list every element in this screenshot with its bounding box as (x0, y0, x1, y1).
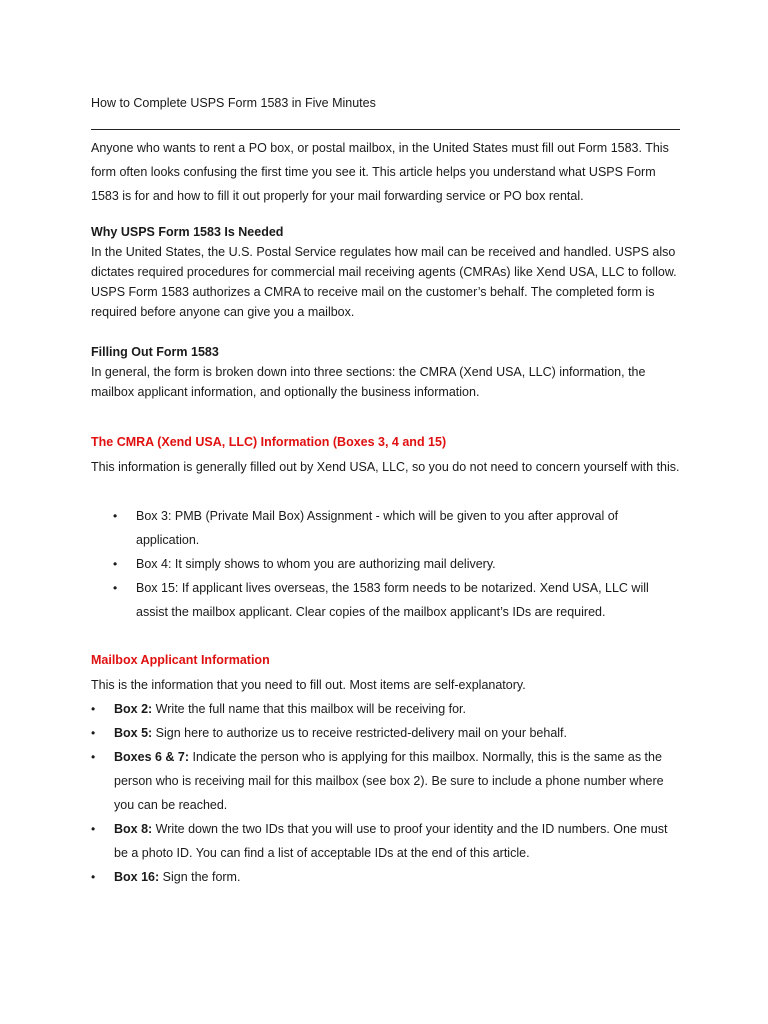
cmra-bullet-box15: Box 15: If applicant lives overseas, the 1583 form needs to be notarized. Xend USA, LLC will assist the mailbox applicant. Clear copies of the mailbox applicant’s IDs are required. (136, 581, 649, 619)
list-item (113, 504, 673, 552)
cmra-bullet-box4: Box 4: It simply shows to whom you are authorizing mail delivery. (136, 557, 496, 571)
bullet-glyph: • (91, 822, 96, 836)
why-paragraph: In the United States, the U.S. Postal Service regulates how mail can be received and handled. USPS also dictates required procedures for commercial mail receiving agents (CMRAs) like Xend USA, LLC to follow. USPS Form 1583 authorizes a CMRA to receive mail on the customer’s behalf. The completed form is required before anyone can give you a mailbox. (91, 245, 677, 319)
applicant-bullet-label: Box 2: (114, 702, 153, 716)
applicant-bullet-label: Box 5: (114, 726, 153, 740)
list-item (91, 697, 681, 721)
list-item (91, 745, 681, 817)
applicant-bullet-label: Box 16: (114, 870, 160, 884)
list-item (113, 576, 673, 624)
bullet-glyph: • (91, 750, 96, 764)
bullet-glyph: • (91, 702, 96, 716)
applicant-bullet-text: Sign here to authorize us to receive restricted-delivery mail on your behalf. (152, 726, 567, 740)
bullet-glyph: • (113, 509, 118, 523)
intro-paragraph: Anyone who wants to rent a PO box, or postal mailbox, in the United States must fill out Form 1583. This form often looks confusing the first time you see it. This article helps you understand what USPS Form 1583 is for and how to fill it out properly for your mail forwarding service or PO box rental. (91, 141, 669, 203)
applicant-bullet-label: Box 8: (114, 822, 153, 836)
why-heading: Why USPS Form 1583 Is Needed (91, 225, 284, 239)
bullet-glyph: • (113, 557, 118, 571)
applicant-bullet-text: Write the full name that this mailbox will be receiving for. (152, 702, 466, 716)
filling-paragraph: In general, the form is broken down into three sections: the CMRA (Xend USA, LLC) information, the mailbox applicant information, and optionally the business information. (91, 365, 646, 399)
cmra-heading: The CMRA (Xend USA, LLC) Information (Boxes 3, 4 and 15) (91, 435, 447, 449)
list-item (113, 552, 673, 576)
applicant-bullet-text: Write down the two IDs that you will use to proof your identity and the ID numbers. One must be a photo ID. You can find a list of acceptable IDs at the end of this article. (114, 822, 668, 860)
filling-heading: Filling Out Form 1583 (91, 345, 219, 359)
applicant-paragraph: This is the information that you need to fill out. Most items are self-explanatory. (91, 678, 526, 692)
bullet-glyph: • (91, 870, 96, 884)
title-divider (91, 129, 680, 130)
bullet-glyph: • (91, 726, 96, 740)
applicant-bullet-text: Sign the form. (159, 870, 241, 884)
bullet-glyph: • (113, 581, 118, 595)
applicant-heading: Mailbox Applicant Information (91, 653, 270, 667)
list-item (91, 865, 681, 889)
list-item (91, 817, 681, 865)
list-item (91, 721, 681, 745)
applicant-bullet-label: Boxes 6 & 7: (114, 750, 190, 764)
cmra-bullet-box3: Box 3: PMB (Private Mail Box) Assignment - which will be given to you after approval of application. (136, 509, 619, 547)
applicant-bullet-text: Indicate the person who is applying for this mailbox. Normally, this is the same as the person who is receiving mail for this mailbox (see box 2). Be sure to include a phone number where you can be reached. (114, 750, 664, 812)
document-title: How to Complete USPS Form 1583 in Five Minutes (91, 96, 376, 110)
cmra-paragraph: This information is generally filled out by Xend USA, LLC, so you do not need to concern yourself with this. (91, 460, 680, 474)
